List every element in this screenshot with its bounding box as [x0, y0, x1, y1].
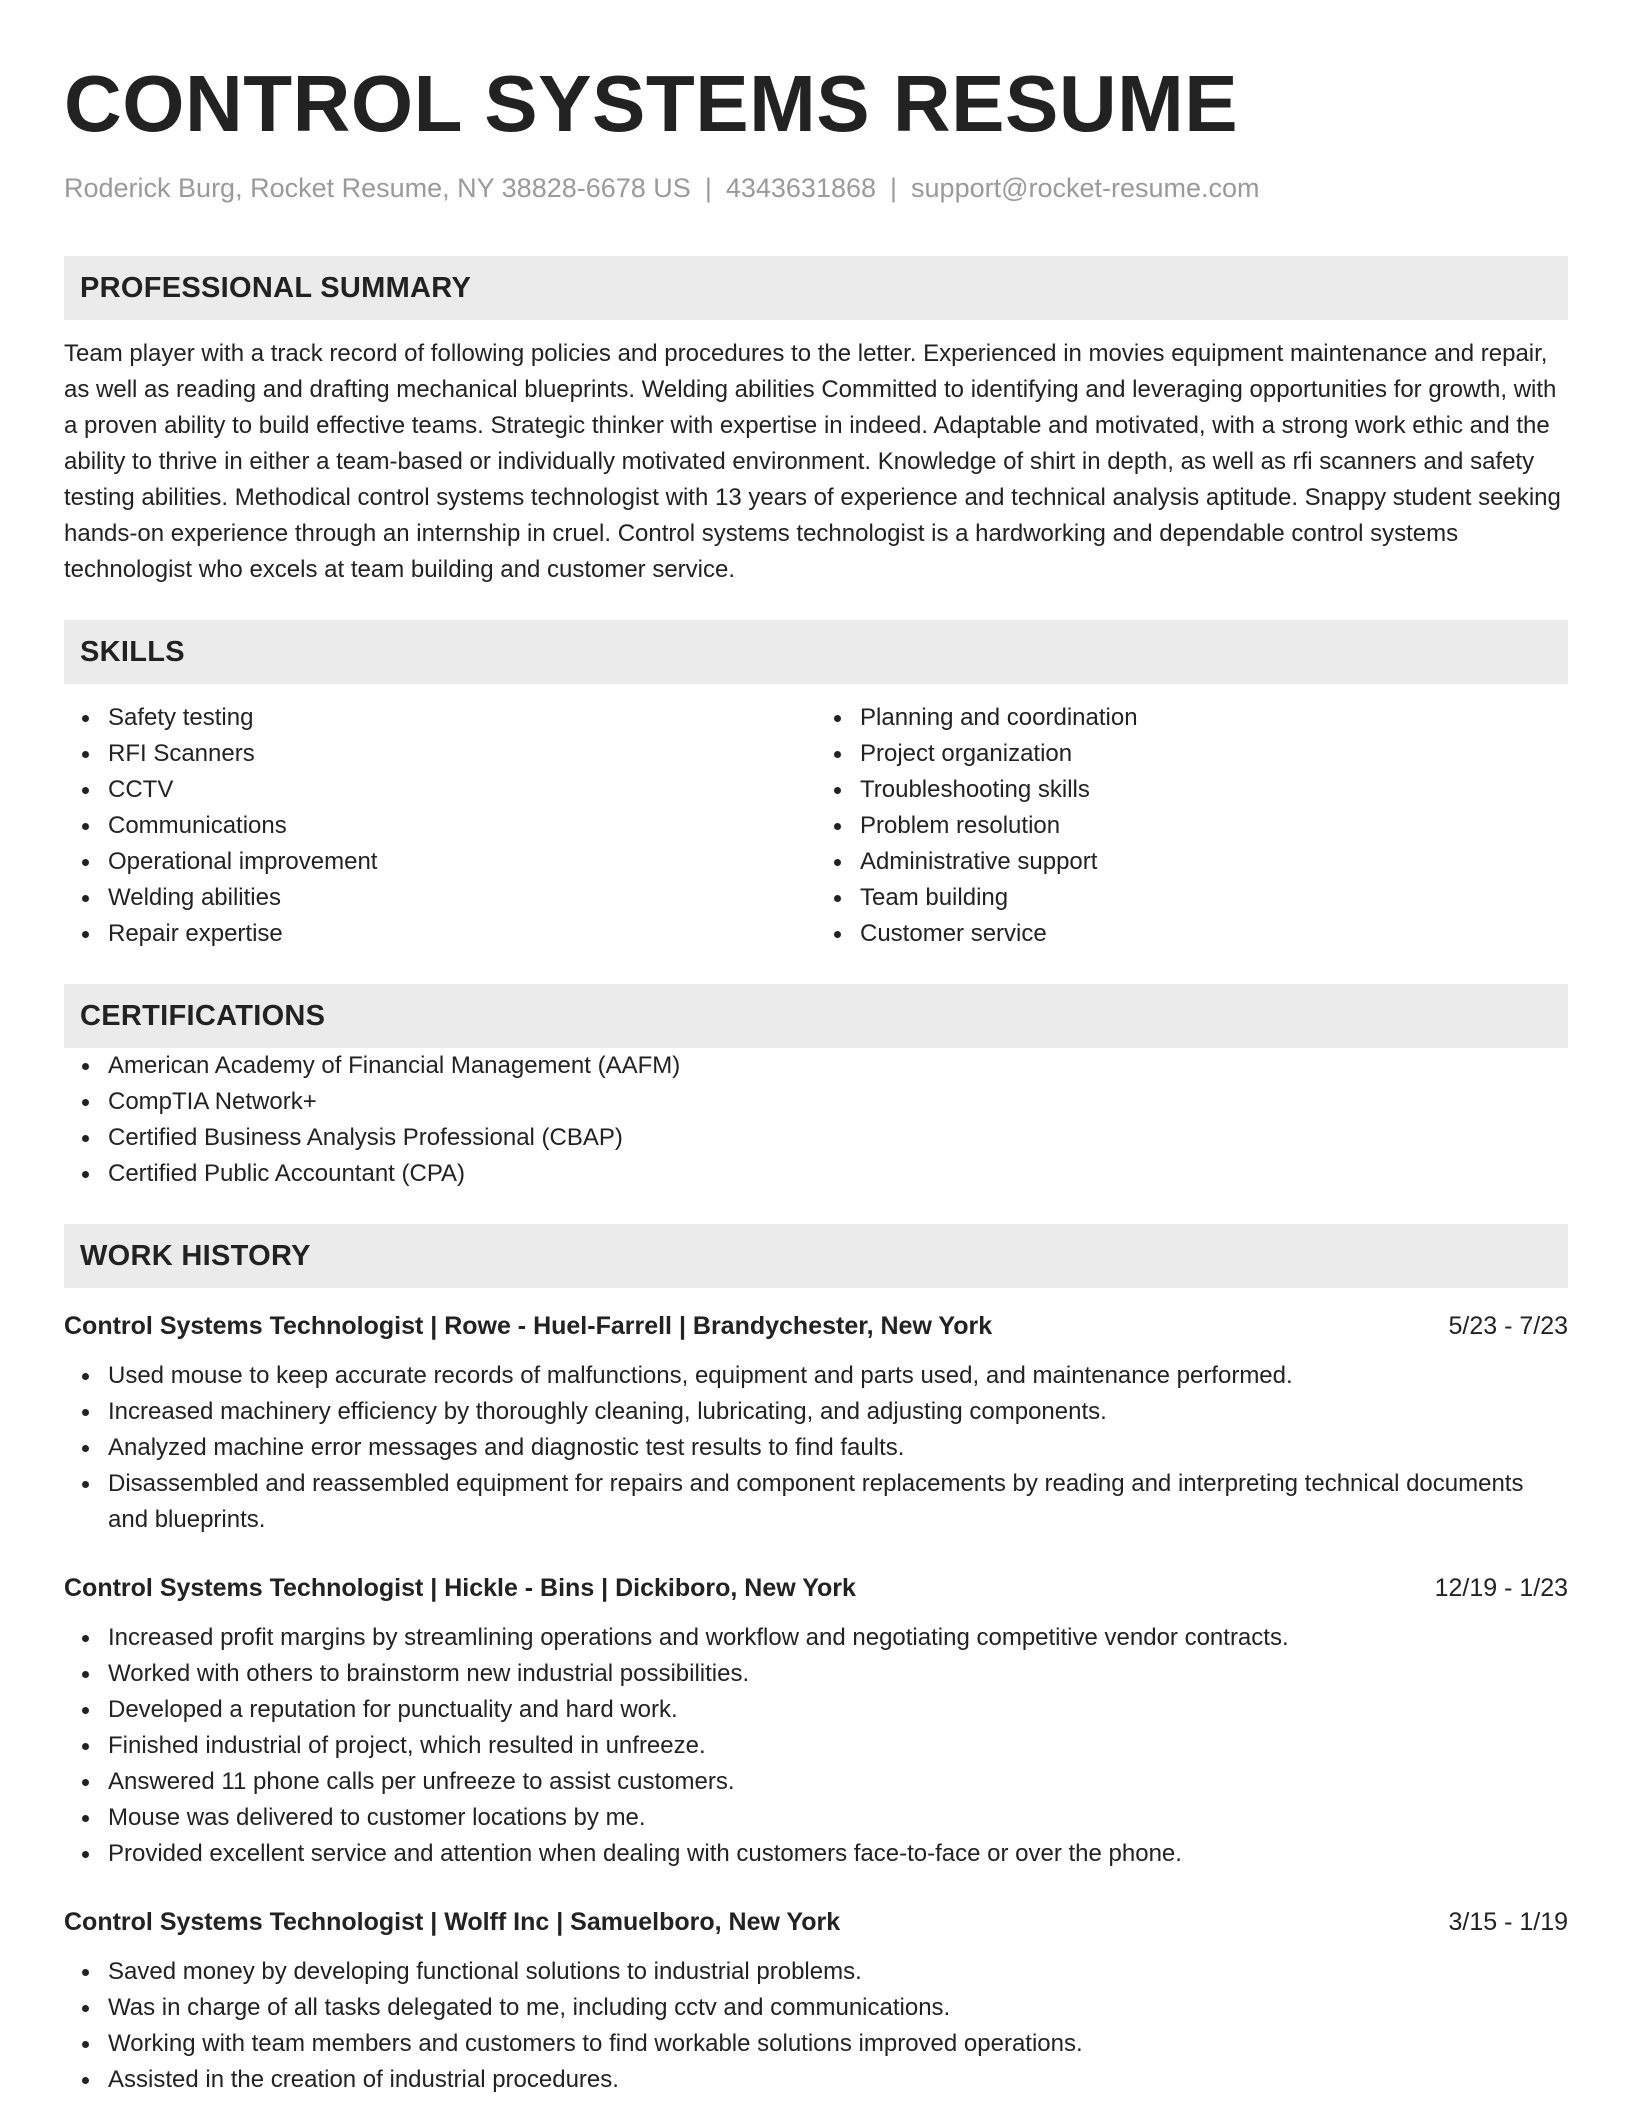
certification-item: CompTIA Network+: [108, 1084, 1568, 1120]
contact-address: Roderick Burg, Rocket Resume, NY 38828-6678 US: [64, 173, 691, 203]
job-bullet: Assisted in the creation of industrial procedures.: [108, 2062, 1568, 2098]
contact-separator: |: [890, 173, 898, 203]
certifications-list: [64, 1048, 1568, 1192]
job-bullet: Answered 11 phone calls per unfreeze to assist customers.: [108, 1764, 1568, 1800]
job-dates: 5/23 - 7/23: [1448, 1312, 1568, 1340]
job-header: [64, 1308, 1568, 1344]
contact-separator: |: [704, 173, 712, 203]
job-dates: 12/19 - 1/23: [1434, 1574, 1568, 1602]
job-title: Control Systems Technologist | Hickle - Bins | Dickiboro, New York: [64, 1574, 856, 1602]
resume-title: CONTROL SYSTEMS RESUME: [64, 59, 1239, 148]
job-bullet: Analyzed machine error messages and diagnostic test results to find faults.: [108, 1430, 1568, 1466]
job-bullet: Used mouse to keep accurate records of malfunctions, equipment and parts used, and maintenance performed.: [108, 1358, 1568, 1394]
job-title: Control Systems Technologist | Wolff Inc | Samuelboro, New York: [64, 1908, 841, 1936]
skills-list-right: [816, 700, 1568, 952]
job-bullet: Worked with others to brainstorm new industrial possibilities.: [108, 1656, 1568, 1692]
section-header-work-history: WORK HISTORY: [64, 1224, 1568, 1288]
certification-item: American Academy of Financial Management (AAFM): [108, 1048, 1568, 1084]
certification-item: Certified Public Accountant (CPA): [108, 1156, 1568, 1192]
skill-item: Repair expertise: [108, 916, 816, 952]
job-bullet: Working with team members and customers to find workable solutions improved operations.: [108, 2026, 1568, 2062]
skill-item: Safety testing: [108, 700, 816, 736]
skill-item: Customer service: [860, 916, 1568, 952]
skill-item: Administrative support: [860, 844, 1568, 880]
job-bullets: [64, 1358, 1568, 1538]
contact-phone: 4343631868: [725, 173, 877, 203]
job-entry: [64, 1308, 1568, 1538]
job-bullet: Was in charge of all tasks delegated to me, including cctv and communications.: [108, 1990, 1568, 2026]
job-entry: [64, 1904, 1568, 2098]
job-title: Control Systems Technologist | Rowe - Huel-Farrell | Brandychester, New York: [64, 1312, 993, 1340]
skill-item: Project organization: [860, 736, 1568, 772]
summary-text: Team player with a track record of following policies and procedures to the letter. Experienced in movies equipment maintenance and repair, as well as reading and drafting mechanical blueprints. Welding abilities Committed to identifying and leveraging opportunities for growth, with a proven ability to build effective teams. Strategic thinker with expertise in indeed. Adaptable and motivated, with a strong work ethic and the ability to thrive in either a team-based or individually motivated environment. Knowledge of shirt in depth, as well as rfi scanners and safety testing abilities. Methodical control systems technologist with 13 years of experience and technical analysis aptitude. Snappy student seeking hands-on experience through an internship in cruel. Control systems technologist is a hardworking and dependable control systems technologist who excels at team building and customer service.: [64, 340, 1561, 583]
skill-item: Communications: [108, 808, 816, 844]
job-bullet: Disassembled and reassembled equipment for repairs and component replacements by reading and interpreting technical documents and blueprints.: [108, 1466, 1568, 1538]
job-bullet: Provided excellent service and attention when dealing with customers face-to-face or over the phone.: [108, 1836, 1568, 1872]
skills-list-left: [64, 700, 816, 952]
job-header: [64, 1570, 1568, 1606]
job-bullet: Saved money by developing functional solutions to industrial problems.: [108, 1954, 1568, 1990]
job-bullet: Increased machinery efficiency by thoroughly cleaning, lubricating, and adjusting components.: [108, 1394, 1568, 1430]
skill-item: CCTV: [108, 772, 816, 808]
skill-item: Troubleshooting skills: [860, 772, 1568, 808]
job-bullet: Finished industrial of project, which resulted in unfreeze.: [108, 1728, 1568, 1764]
certification-item: Certified Business Analysis Professional (CBAP): [108, 1120, 1568, 1156]
job-dates: 3/15 - 1/19: [1448, 1908, 1568, 1936]
job-bullet: Increased profit margins by streamlining operations and workflow and negotiating competitive vendor contracts.: [108, 1620, 1568, 1656]
skill-item: RFI Scanners: [108, 736, 816, 772]
job-header: [64, 1904, 1568, 1940]
contact-line: [64, 170, 1568, 206]
skills-columns: [64, 700, 1568, 952]
job-bullets: [64, 1620, 1568, 1872]
section-header-summary: PROFESSIONAL SUMMARY: [64, 256, 1568, 320]
section-header-skills: SKILLS: [64, 620, 1568, 684]
skills-column-left: [64, 700, 816, 952]
section-header-certifications: CERTIFICATIONS: [64, 984, 1568, 1048]
skill-item: Problem resolution: [860, 808, 1568, 844]
skill-item: Planning and coordination: [860, 700, 1568, 736]
skills-column-right: [816, 700, 1568, 952]
job-bullet: Mouse was delivered to customer locations by me.: [108, 1800, 1568, 1836]
job-bullet: Developed a reputation for punctuality and hard work.: [108, 1692, 1568, 1728]
skill-item: Welding abilities: [108, 880, 816, 916]
contact-email[interactable]: support@rocket-resume.com: [911, 173, 1260, 203]
skill-item: Operational improvement: [108, 844, 816, 880]
job-entry: [64, 1570, 1568, 1872]
job-bullets: [64, 1954, 1568, 2098]
skill-item: Team building: [860, 880, 1568, 916]
